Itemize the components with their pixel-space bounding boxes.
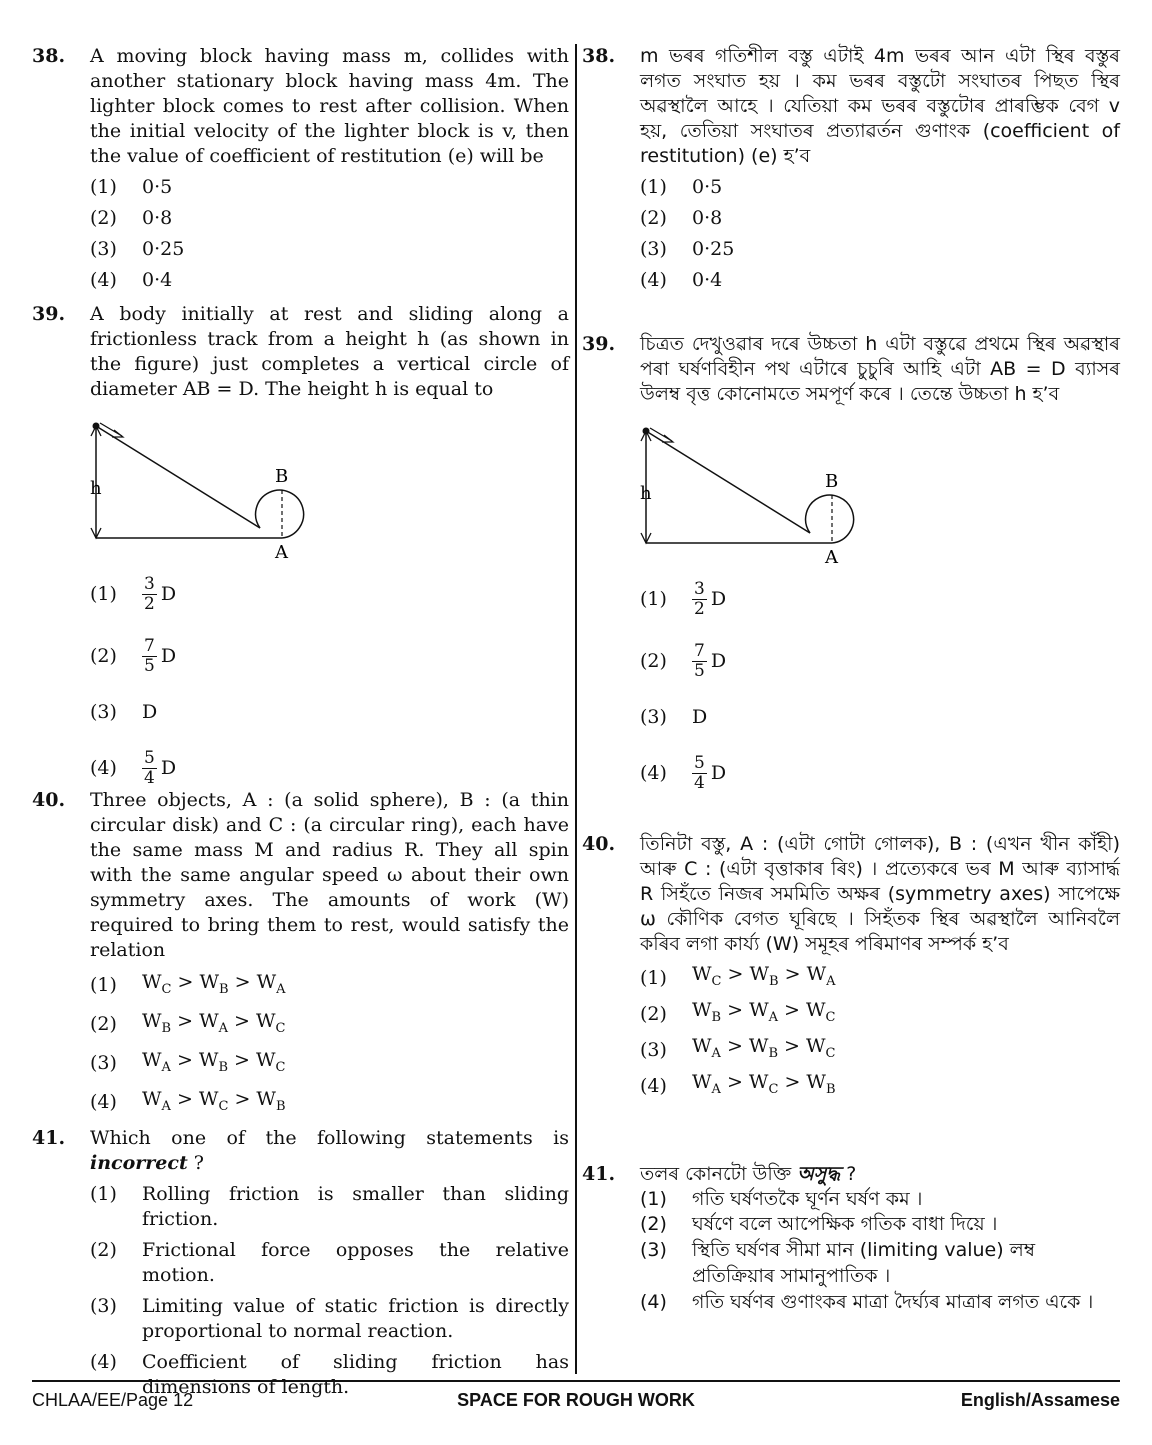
option[interactable]: (4) $W_A > W_C > W_B$ xyxy=(640,1071,836,1097)
page-id: CHLAA/EE/Page 12 xyxy=(32,1390,194,1410)
denominator: 5 xyxy=(694,660,705,681)
option-label: (2) xyxy=(90,207,117,229)
option-value: 0·5 xyxy=(692,176,723,198)
option-unit: D xyxy=(160,756,177,779)
option-label: (3) xyxy=(640,1038,667,1061)
question-text: তলৰ কোনটো উক্তি অসুদ্ধ ? xyxy=(640,1163,857,1185)
option-label: (1) xyxy=(90,974,117,996)
option[interactable]: (2) $W_B > W_A > W_C$ xyxy=(640,999,836,1025)
options xyxy=(640,175,1120,293)
denominator: 5 xyxy=(144,655,155,676)
option-label: (4) xyxy=(90,269,117,291)
question-39 xyxy=(582,332,1120,832)
options xyxy=(640,963,1120,1101)
track-loop-figure xyxy=(640,415,880,565)
question-text: A moving block having mass m, collides with another stationary block having mass 4m. The lighter block comes to rest after collision. When the initial velocity of the lighter block is v, then the value of coefficient of restitution (e) will be xyxy=(90,45,569,167)
option-label: (3) xyxy=(90,1295,117,1317)
question-number: 39. xyxy=(582,333,616,355)
numerator: 3 xyxy=(694,578,705,599)
option-label: (3) xyxy=(90,238,117,260)
option[interactable] xyxy=(90,237,569,262)
option-label: (3) xyxy=(90,1052,117,1074)
english-column xyxy=(32,44,569,1406)
option-value: 0·8 xyxy=(692,207,723,229)
label-A: A xyxy=(275,542,288,560)
label-B: B xyxy=(275,466,289,487)
option[interactable] xyxy=(640,1289,1120,1315)
question-41 xyxy=(582,1162,1120,1315)
option[interactable] xyxy=(90,1238,569,1288)
question-text: Three objects, A : (a solid sphere), B : (a thin circular disk) and C : (a circular ring), each have the same mass M and radius R. They all spin with the same angular speed ω about their own symmetry axes. The amounts of work (W) required to bring them to rest, would satisfy the relation xyxy=(90,789,569,961)
option-label: (2) xyxy=(640,207,667,229)
fraction xyxy=(142,575,157,614)
option-value: Coefficient of sliding friction has dimensions of length. xyxy=(142,1351,569,1398)
option[interactable] xyxy=(90,1294,569,1344)
options xyxy=(90,566,569,796)
question-38 xyxy=(582,44,1120,332)
question-number: 38. xyxy=(32,45,66,67)
option-value: স্থিতি ঘৰ্ষণৰ সীমা মান (limiting value) লম্ব প্ৰতিক্ৰিয়াৰ সামানুপাতিক । xyxy=(692,1239,1036,1287)
option-value: Rolling friction is smaller than sliding friction. xyxy=(142,1183,569,1230)
track-loop-figure xyxy=(90,410,330,560)
option[interactable] xyxy=(640,237,1120,262)
options xyxy=(90,1182,569,1400)
denominator: 2 xyxy=(144,593,155,614)
label-h: h xyxy=(640,483,652,504)
option-value: 0·5 xyxy=(142,176,173,198)
option-unit: D xyxy=(710,761,727,784)
option[interactable] xyxy=(640,745,1120,801)
denominator: 4 xyxy=(694,772,705,793)
option-label: (1) xyxy=(90,1183,117,1205)
option-value: D xyxy=(692,705,708,728)
options xyxy=(640,1187,1120,1315)
fraction xyxy=(142,749,157,788)
question-number: 41. xyxy=(582,1163,616,1185)
option[interactable]: (3) $W_A > W_B > W_C$ xyxy=(640,1035,836,1061)
option-label: (3) xyxy=(90,700,117,723)
option[interactable] xyxy=(640,1212,1120,1237)
option[interactable] xyxy=(640,268,1120,293)
option[interactable] xyxy=(90,175,569,200)
language-label: English/Assamese xyxy=(960,1390,1120,1410)
option[interactable] xyxy=(90,268,569,293)
options xyxy=(90,175,569,293)
option-label: (2) xyxy=(640,649,667,672)
option[interactable] xyxy=(90,1182,569,1232)
option[interactable]: (1) $W_C > W_B > W_A$ xyxy=(640,963,836,989)
denominator: 4 xyxy=(144,767,155,788)
question-number: 40. xyxy=(582,833,616,855)
numerator: 3 xyxy=(144,573,155,594)
option[interactable] xyxy=(90,628,569,684)
option-label: (3) xyxy=(640,238,667,260)
option[interactable] xyxy=(640,695,1120,739)
fraction xyxy=(692,580,707,619)
option-unit: D xyxy=(160,582,177,605)
option-value: 0·4 xyxy=(142,269,173,291)
option-label: (2) xyxy=(90,644,117,667)
option-value: 0·8 xyxy=(142,207,173,229)
option[interactable]: (2) $W_B > W_A > W_C$ xyxy=(90,1009,286,1036)
option-value: 0·25 xyxy=(692,238,735,260)
option-label: (1) xyxy=(640,966,667,989)
option[interactable] xyxy=(90,690,569,734)
footer-rule xyxy=(32,1380,1120,1382)
question-text: তিনিটা বস্তু, A : (এটা গোটা গোলক), B : (এখন খীন কাঁহী) আৰু C : (এটা বৃত্তাকাৰ ৰিং) । প্ৰত্যেকৰে ভৰ M আৰু ব্যাসাৰ্দ্ধ R সিহঁতে নিজৰ সমমিতি অক্ষৰ (symmetry axes) সাপেক্ষে ω কৌণিক বেগত ঘূৰিছে । সিহঁতক স্থিৰ অৱস্থালৈ আনিবলৈ কৰিব লগা কাৰ্য্য (W) সমূহৰ পৰিমাণৰ সম্পৰ্ক হ’ব xyxy=(640,833,1120,955)
question-39 xyxy=(32,302,569,788)
option[interactable] xyxy=(640,175,1120,200)
question-40 xyxy=(582,832,1120,1162)
option-label: (3) xyxy=(640,705,667,728)
option-label: (4) xyxy=(90,1351,117,1373)
option[interactable]: (1) $W_C > W_B > W_A$ xyxy=(90,970,286,997)
option[interactable] xyxy=(640,571,1120,627)
question-text: m ভৰৰ গতিশীল বস্তু এটাই 4m ভৰৰ আন এটা স্থিৰ বস্তুৰ লগত সংঘাত হয় । কম ভৰৰ বস্তুটো সংঘাতৰ পিছত স্থিৰ অৱস্থালৈ আহে । যেতিয়া কম ভৰৰ বস্তুটোৰ প্ৰাৰম্ভিক বেগ v হয়, তেতিয়া সংঘাতৰ প্ৰত্যাৱৰ্তন গুণাংক (coefficient of restitution) (e) হ’ব xyxy=(640,45,1120,167)
label-h: h xyxy=(90,478,102,499)
option-label: (4) xyxy=(640,1291,667,1313)
denominator: 2 xyxy=(694,598,705,619)
rough-work-label: SPACE FOR ROUGH WORK xyxy=(457,1390,695,1410)
option-value: D xyxy=(142,700,158,723)
question-text: Which one of the following statements is incorrect ? xyxy=(90,1127,569,1174)
question-text: A body initially at rest and sliding along a frictionless track from a height h (as shown in the figure) just completes a vertical circle of diameter AB = D. The height h is equal to xyxy=(90,303,569,400)
option-label: (4) xyxy=(640,1074,667,1097)
column-divider xyxy=(575,44,577,1374)
option-label: (3) xyxy=(640,1239,667,1261)
numerator: 7 xyxy=(144,635,155,656)
numerator: 7 xyxy=(694,640,705,661)
option-unit: D xyxy=(710,649,727,672)
question-text: চিত্ৰত দেখুওৱাৰ দৰে উচ্চতা h এটা বস্তুৱে প্ৰথমে স্থিৰ অৱস্থাৰ পৰা ঘৰ্ষণবিহীন পথ এটাৰে চুচুৰি আহি এটা AB = D ব্যাসৰ উলম্ব বৃত্ত কোনোমতে সমপূৰ্ণ কৰে । তেন্তে উচ্চতা h হ’ব xyxy=(640,333,1120,405)
option-value: গতি ঘৰ্ষণৰ গুণাংকৰ মাত্ৰা দৈৰ্ঘ্যৰ মাত্ৰাৰ লগত একে । xyxy=(692,1291,1094,1313)
option-label: (1) xyxy=(90,176,117,198)
question-38 xyxy=(32,44,569,302)
option-label: (2) xyxy=(640,1213,667,1235)
option-label: (4) xyxy=(90,1091,117,1113)
option-label: (2) xyxy=(90,1013,117,1035)
options xyxy=(90,969,569,1119)
option-label: (1) xyxy=(640,176,667,198)
option[interactable] xyxy=(640,1187,1120,1212)
option-value: গতি ঘৰ্ষণতকৈ ঘূৰ্ণন ঘৰ্ষণ কম । xyxy=(692,1188,923,1210)
option-unit: D xyxy=(160,644,177,667)
question-41 xyxy=(32,1126,569,1400)
question-number: 39. xyxy=(32,303,66,325)
option[interactable] xyxy=(640,1237,1120,1289)
option-label: (1) xyxy=(640,587,667,610)
question-number: 38. xyxy=(582,45,616,67)
assamese-column xyxy=(582,44,1120,1315)
label-B: B xyxy=(825,471,839,492)
option-value: 0·4 xyxy=(692,269,723,291)
fraction xyxy=(142,637,157,676)
label-A: A xyxy=(825,547,838,565)
option-value: 0·25 xyxy=(142,238,185,260)
option-label: (2) xyxy=(640,1002,667,1025)
option[interactable] xyxy=(90,206,569,231)
numerator: 5 xyxy=(144,747,155,768)
options xyxy=(640,571,1120,801)
option-label: (1) xyxy=(90,582,117,605)
option[interactable]: (3) $W_A > W_B > W_C$ xyxy=(90,1048,286,1075)
question-number: 41. xyxy=(32,1127,66,1149)
option[interactable] xyxy=(640,633,1120,689)
fraction xyxy=(692,754,707,793)
option-label: (1) xyxy=(640,1188,667,1210)
question-number: 40. xyxy=(32,789,66,811)
option-label: (4) xyxy=(640,269,667,291)
fraction xyxy=(692,642,707,681)
option-value: ঘৰ্ষণে বলে আপেক্ষিক গতিক বাধা দিয়ে । xyxy=(692,1213,998,1235)
question-40 xyxy=(32,788,569,1126)
option-value: Frictional force opposes the relative motion. xyxy=(142,1239,569,1286)
option-unit: D xyxy=(710,587,727,610)
option-label: (4) xyxy=(90,756,117,779)
option-label: (2) xyxy=(90,1239,117,1261)
option[interactable] xyxy=(90,566,569,622)
option[interactable] xyxy=(640,206,1120,231)
option-value: Limiting value of static friction is directly proportional to normal reaction. xyxy=(142,1295,569,1342)
option-label: (4) xyxy=(640,761,667,784)
numerator: 5 xyxy=(694,752,705,773)
option[interactable]: (4) $W_A > W_C > W_B$ xyxy=(90,1087,286,1114)
